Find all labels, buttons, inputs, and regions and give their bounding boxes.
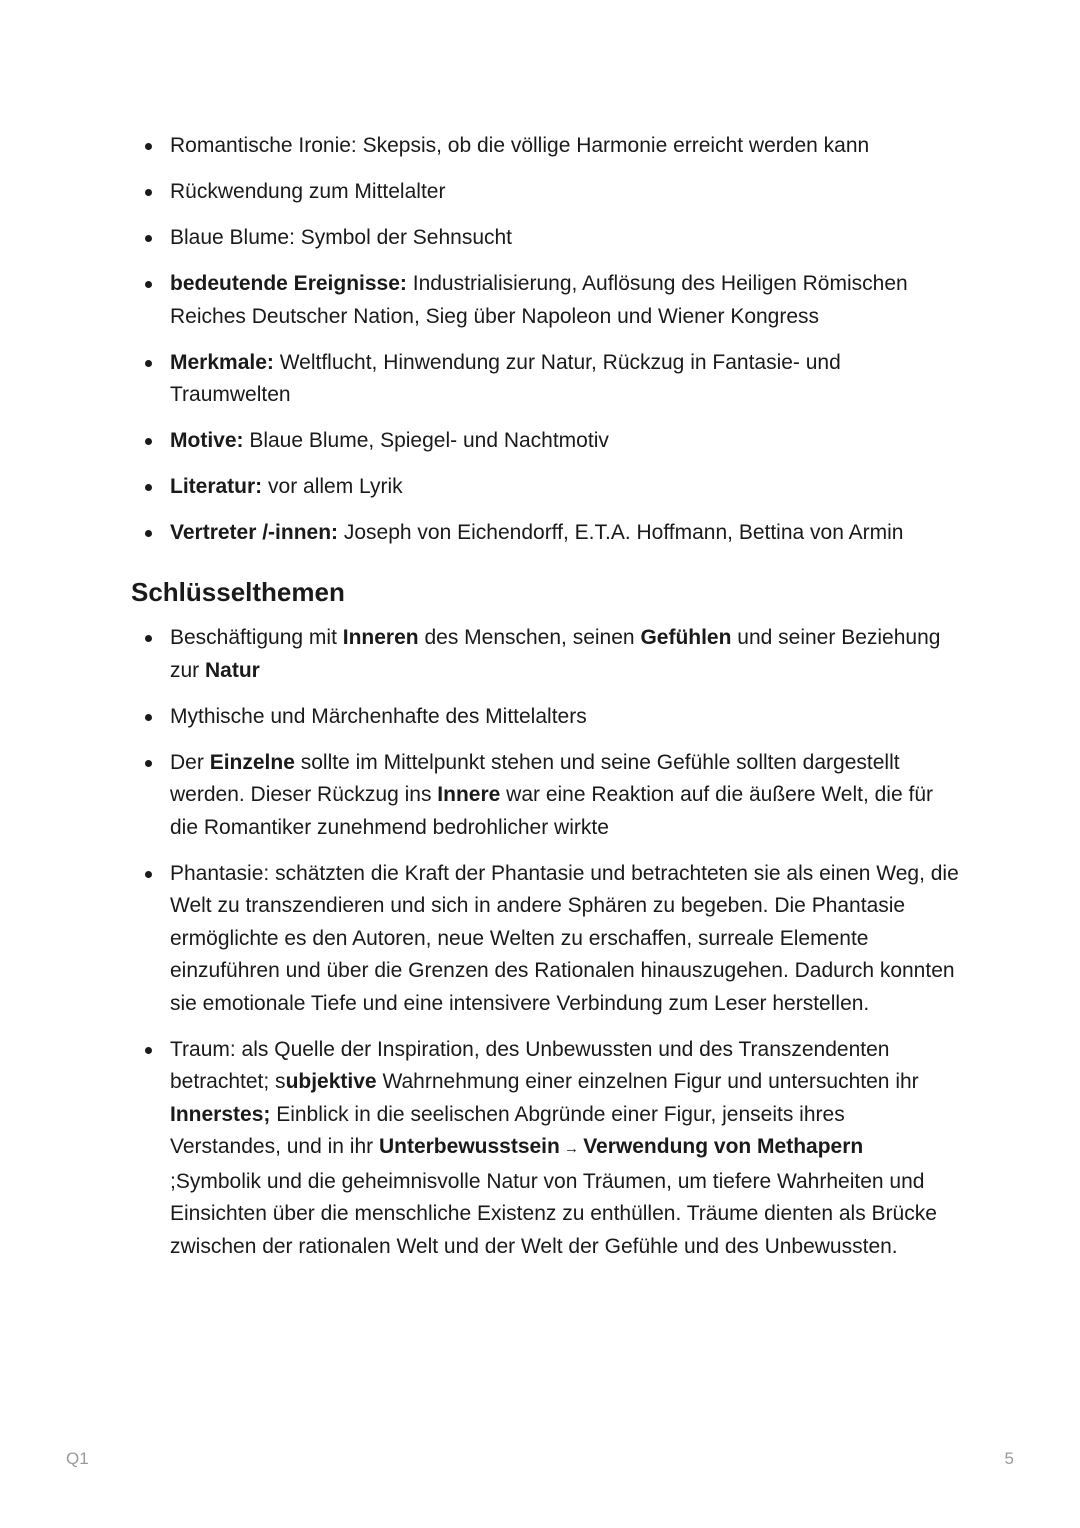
key-themes-list bbox=[130, 622, 960, 1277]
list-item: Beschäftigung mit Inneren des Menschen, seinen Gefühlen und seiner Beziehung zur Natur bbox=[130, 622, 960, 687]
page-number: 5 bbox=[1004, 1449, 1014, 1468]
item-label: Vertreter /-innen: bbox=[170, 521, 339, 544]
characteristics-list bbox=[130, 130, 960, 563]
list-item: Rückwendung zum Mittelalter bbox=[130, 176, 960, 209]
footer-label: Q1 bbox=[66, 1449, 89, 1468]
item-label: bedeutende Ereignisse: bbox=[170, 272, 407, 295]
list-item: bedeutende Ereignisse: Industrialisierung, Auflösung des Heiligen Römischen Reiches Deutscher Nation, Sieg über Napoleon und Wiener Kongress bbox=[130, 268, 960, 333]
list-item: Der Einzelne sollte im Mittelpunkt stehen und seine Gefühle sollten dargestellt werden. Dieser Rückzug ins Innere war eine Reaktion auf die äußere Welt, die für die Romantiker zunehmend bedrohlicher wirkte bbox=[130, 747, 960, 845]
list-item: Traum: als Quelle der Inspiration, des Unbewussten und des Transzendenten betrachtet; subjektive Wahrnehmung einer einzelnen Figur und untersuchten ihr Innerstes; Einblick in die seelischen Abgründe einer Figur, jenseits ihres Verstandes, und in ihr Unterbewusstsein → Verwendung von Methapern ;Symbolik und die geheimnisvolle Natur von Träumen, um tiefere Wahrheiten und Einsichten über die menschliche Existenz zu enthüllen. Träume dienten als Brücke zwischen der rationalen Welt und der Welt der Gefühle und des Unbewussten. bbox=[130, 1034, 960, 1264]
list-item: Phantasie: schätzten die Kraft der Phantasie und betrachteten sie als einen Weg, die Welt zu transzendieren und sich in andere Sphären zu begeben. Die Phantasie ermöglichte es den Autoren, neue Welten zu erschaffen, surreale Elemente einzuführen und über die Grenzen des Rationalen hinauszugehen. Dadurch konnten sie emotionale Tiefe und eine intensivere Verbindung zum Leser herstellen. bbox=[130, 858, 960, 1021]
list-item: Blaue Blume: Symbol der Sehnsucht bbox=[130, 222, 960, 255]
list-item: Motive: Blaue Blume, Spiegel- und Nachtmotiv bbox=[130, 425, 960, 458]
list-item: Vertreter /-innen: Joseph von Eichendorff, E.T.A. Hoffmann, Bettina von Armin bbox=[130, 517, 960, 550]
arrow-icon: → bbox=[559, 1140, 584, 1157]
list-item: Literatur: vor allem Lyrik bbox=[130, 471, 960, 504]
list-item: Romantische Ironie: Skepsis, ob die völlige Harmonie erreicht werden kann bbox=[130, 130, 960, 163]
item-label: Merkmale: bbox=[170, 350, 274, 374]
item-label: Literatur: bbox=[170, 475, 263, 498]
list-item: Mythische und Märchenhafte des Mittelalters bbox=[130, 701, 960, 734]
section-heading: Schlüsselthemen bbox=[131, 577, 345, 607]
item-label: Motive: bbox=[170, 429, 244, 452]
list-item: Merkmale: Weltflucht, Hinwendung zur Natur, Rückzug in Fantasie- und Traumwelten bbox=[130, 347, 960, 412]
